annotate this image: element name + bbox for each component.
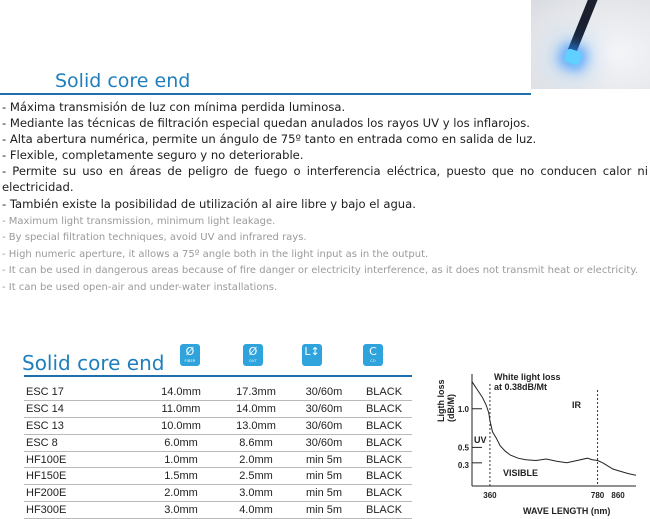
color-cell: BLACK	[356, 468, 412, 485]
length-cell: min 5m	[292, 451, 356, 468]
length-cell: 30/60m	[292, 384, 356, 401]
fiber-diameter-cell: 1.5mm	[142, 468, 220, 485]
length-cell: min 5m	[292, 468, 356, 485]
feature-es: - Flexible, completamente seguro y no deteriorable.	[2, 148, 304, 163]
y-tick-label: 1.0	[457, 404, 469, 414]
color-cell: BLACK	[356, 418, 412, 435]
section-title: Solid core end	[55, 70, 191, 92]
color-icon: C CO	[363, 344, 383, 366]
feature-es: - También existe la posibilidad de utilización al aire libre y bajo el agua.	[2, 196, 416, 211]
outer-diameter-cell: 2.0mm	[220, 451, 292, 468]
feature-en: - High numeric aperture, it allows a 75º angle both in the light input as in the output.	[2, 248, 429, 260]
model-cell: ESC 14	[24, 401, 142, 418]
fiber-diameter-cell: 6.0mm	[142, 434, 220, 451]
model-cell: ESC 13	[24, 418, 142, 435]
table-top-divider	[24, 375, 412, 377]
feature-es: - Alta abertura numérica, permite un ángulo de 75º tanto en entrada como en salida de luz.	[2, 132, 537, 147]
annotation-text: White light loss at 0.38dB/Mt	[494, 372, 561, 392]
table-row	[24, 468, 412, 485]
x-tick-label: 860	[611, 491, 625, 500]
table-row	[24, 434, 412, 451]
model-cell: HF100E	[24, 451, 142, 468]
fiber-diameter-cell: 1.0mm	[142, 451, 220, 468]
color-cell: BLACK	[356, 502, 412, 519]
model-cell: HF300E	[24, 502, 142, 519]
table-title: Solid core end	[22, 351, 165, 375]
fiber-diameter-cell: 14.0mm	[142, 384, 220, 401]
spec-table	[24, 384, 412, 519]
length-icon: L↕	[302, 344, 322, 366]
length-cell: min 5m	[292, 485, 356, 502]
length-cell: 30/60m	[292, 434, 356, 451]
x-tick-label: 360	[483, 491, 497, 500]
outer-diameter-cell: 8.6mm	[220, 434, 292, 451]
model-cell: HF150E	[24, 468, 142, 485]
glowing-fiber-tip	[563, 48, 583, 66]
model-cell: ESC 8	[24, 434, 142, 451]
fiber-diameter-cell: 3.0mm	[142, 502, 220, 519]
table-row	[24, 384, 412, 401]
y-tick-label: 0.3	[457, 460, 469, 470]
fiber-diameter-icon: Ø FIBER	[180, 344, 200, 366]
table-row	[24, 485, 412, 502]
outer-diameter-cell: 4.0mm	[220, 502, 292, 519]
region-label-visible: VISIBLE	[503, 468, 539, 478]
feature-en: - Maximum light transmission, minimum light leakage.	[2, 216, 276, 227]
product-photo	[531, 0, 650, 89]
length-cell: 30/60m	[292, 418, 356, 435]
color-cell: BLACK	[356, 384, 412, 401]
feature-en: - It can be used in dangerous areas because of fire danger or electricity interference, as it does not transmit heat or electricity.	[2, 265, 638, 277]
features-english	[2, 214, 648, 296]
x-axis-label: WAVE LENGTH (nm)	[523, 506, 611, 516]
title-divider	[0, 93, 531, 95]
light-loss-chart	[430, 362, 645, 517]
feature-en: - By special filtration techniques, avoid UV and infrared rays.	[2, 232, 307, 244]
outer-diameter-cell: 14.0mm	[220, 401, 292, 418]
x-tick-label: 780	[590, 491, 605, 500]
y-tick-label: 0.5	[457, 443, 469, 453]
fiber-diameter-cell: 11.0mm	[142, 401, 220, 418]
fiber-diameter-cell: 2.0mm	[142, 485, 220, 502]
color-cell: BLACK	[356, 485, 412, 502]
outer-diameter-icon: Ø OUT	[243, 344, 263, 366]
table-row	[24, 418, 412, 435]
color-cell: BLACK	[356, 401, 412, 418]
color-cell: BLACK	[356, 451, 412, 468]
table-row	[24, 401, 412, 418]
feature-en: - It can be used open-air and under-water installations.	[2, 281, 278, 293]
color-cell: BLACK	[356, 434, 412, 451]
y-axis-label: Ligth loss (dB/M)	[436, 379, 456, 422]
outer-diameter-cell: 17.3mm	[220, 384, 292, 401]
feature-es: - Mediante las técnicas de filtración especial quedan anulados los rayos UV y los inflarojos.	[2, 116, 530, 131]
length-cell: min 5m	[292, 502, 356, 519]
feature-es: - Máxima transmisión de luz con mínima perdida luminosa.	[2, 100, 346, 114]
feature-es: - Permite su uso en áreas de peligro de fuego o interferencia eléctrica, puesto que no conducen calor ni electricidad.	[2, 164, 648, 195]
outer-diameter-cell: 2.5mm	[220, 468, 292, 485]
region-label-ir: IR	[572, 400, 581, 410]
table-row	[24, 502, 412, 519]
outer-diameter-cell: 3.0mm	[220, 485, 292, 502]
table-row	[24, 451, 412, 468]
model-cell: ESC 17	[24, 384, 142, 401]
outer-diameter-cell: 13.0mm	[220, 418, 292, 435]
length-cell: 30/60m	[292, 401, 356, 418]
region-label-uv: UV	[474, 435, 487, 445]
fiber-diameter-cell: 10.0mm	[142, 418, 220, 435]
model-cell: HF200E	[24, 485, 142, 502]
light-loss-curve	[472, 382, 636, 476]
features-spanish	[2, 99, 648, 212]
